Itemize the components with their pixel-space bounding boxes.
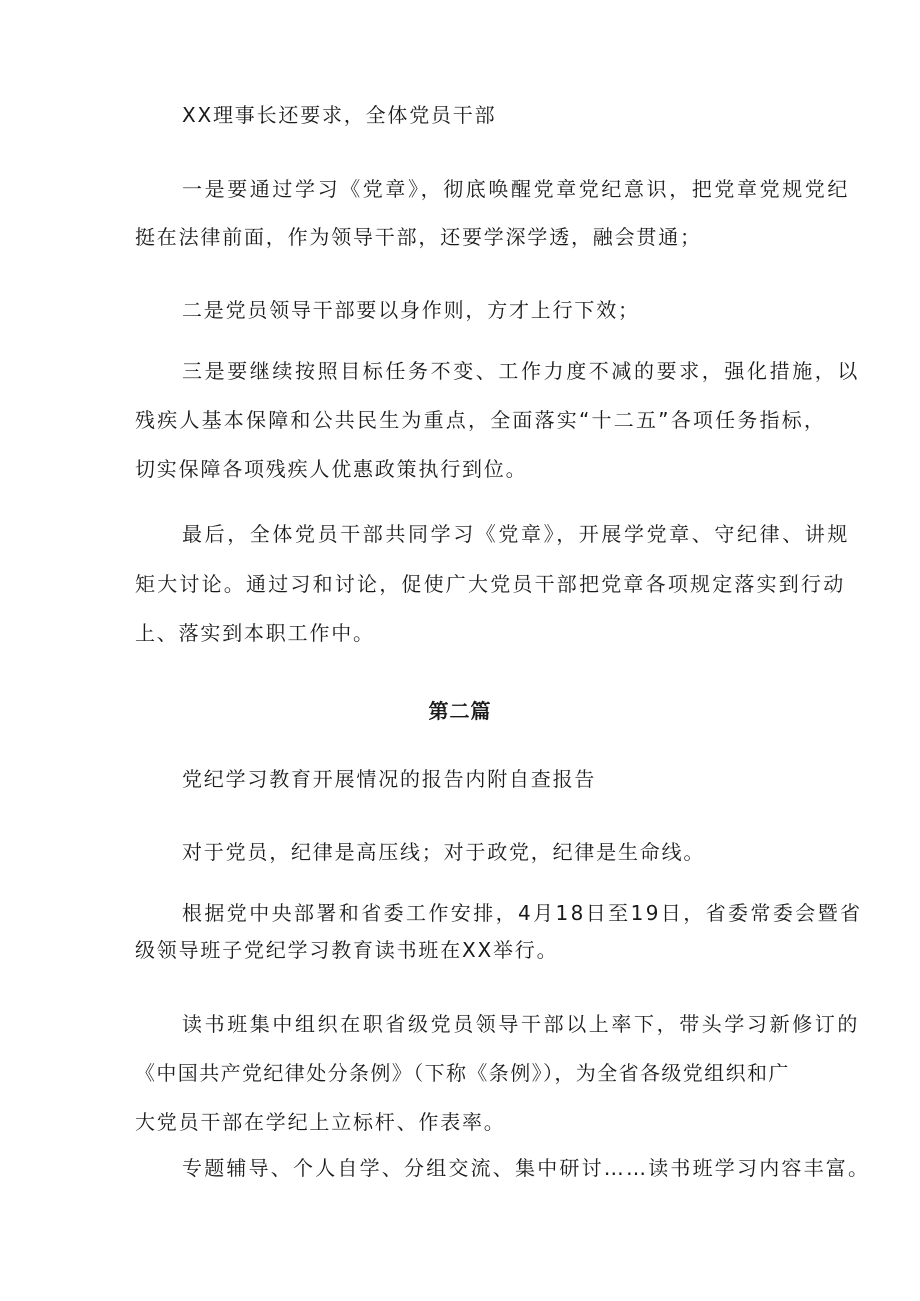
paragraph-conclusion-line-2: 矩大讨论。通过习和讨论，促使广大党员干部把党章各项规定落实到行动 (135, 572, 846, 596)
paragraph-leadership-line-3: 大党员干部在学纪上立标杆、作表率。 (135, 1110, 506, 1134)
paragraph-requirement-intro: XX理事长还要求，全体党员干部 (182, 103, 497, 127)
paragraph-report-title: 党纪学习教育开展情况的报告内附自查报告 (182, 767, 597, 791)
paragraph-point-one-line-2: 挺在法律前面，作为领导干部，还要学深学透，融会贯通； (135, 225, 702, 249)
paragraph-point-three-line-2: 残疾人基本保障和公共民生为重点，全面落实“十二五”各项任务指标， (135, 408, 827, 432)
paragraph-point-two: 二是党员领导干部要以身作则，方才上行下效； (182, 298, 640, 322)
paragraph-point-three-line-3: 切实保障各项残疾人优惠政策执行到位。 (135, 457, 528, 481)
paragraph-study-class-line-1: 根据党中央部署和省委工作安排，4月18日至19日，省委常委会暨省 (182, 901, 863, 925)
paragraph-conclusion-line-3: 上、落实到本职工作中。 (135, 621, 375, 645)
paragraph-study-content: 专题辅导、个人自学、分组交流、集中研讨……读书班学习内容丰富。 (182, 1156, 871, 1180)
paragraph-leadership-line-2: 《中国共产党纪律处分条例》（下称《条例》），为全省各级党组织和广 (135, 1061, 790, 1085)
paragraph-leadership-line-1: 读书班集中组织在职省级党员领导干部以上率下，带头学习新修订的 (182, 1012, 860, 1036)
paragraph-point-one-line-1: 一是要通过学习《党章》，彻底唤醒党章党纪意识，把党章党规党纪 (182, 177, 850, 201)
paragraph-discipline-statement: 对于党员，纪律是高压线；对于政党，纪律是生命线。 (182, 840, 706, 864)
paragraph-study-class-line-2: 级领导班子党纪学习教育读书班在XX举行。 (135, 938, 559, 962)
section-heading: 第二篇 (428, 699, 492, 723)
paragraph-point-three-line-1: 三是要继续按照目标任务不变、工作力度不减的要求，强化措施，以 (182, 359, 860, 383)
paragraph-conclusion-line-1: 最后，全体党员干部共同学习《党章》，开展学党章、守纪律、讲规 (182, 522, 850, 546)
